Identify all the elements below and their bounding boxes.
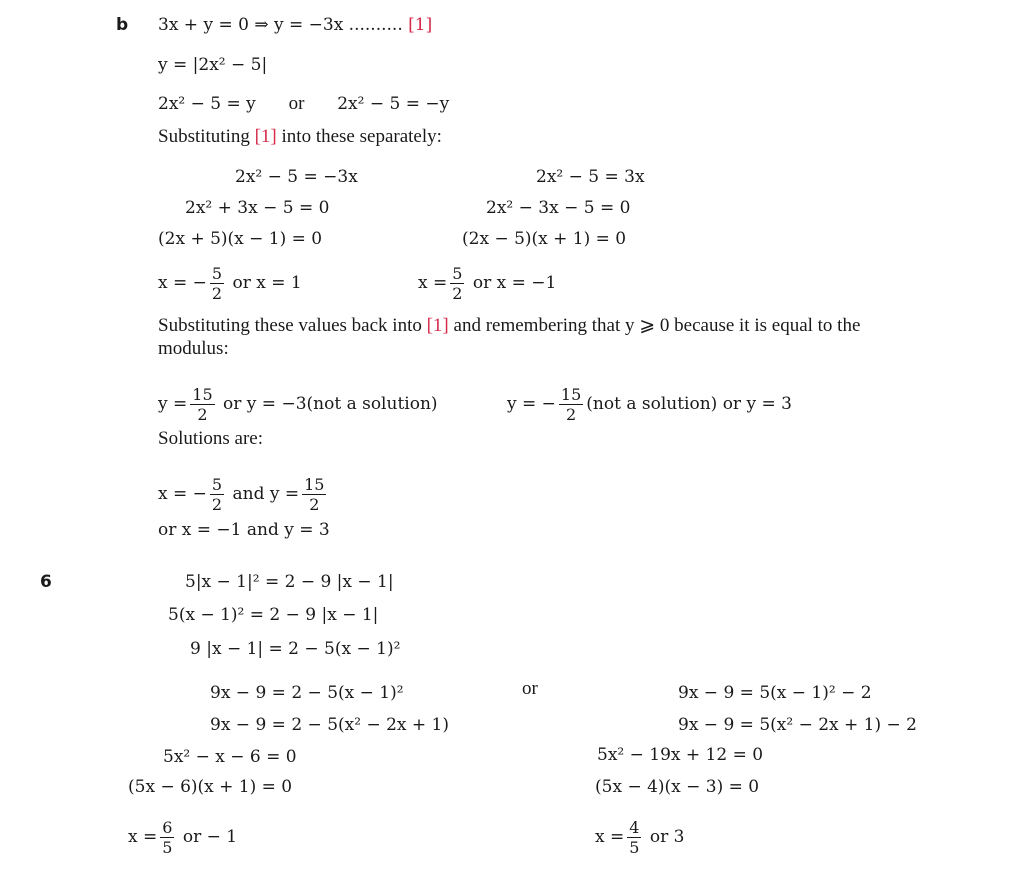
fraction [210,475,224,514]
q6-left-eq-1: 9x − 9 = 2 − 5(x − 1)² [210,683,404,703]
question-label-6: 6 [40,572,52,592]
b-y-values-left [158,385,438,424]
fraction-numerator: 5 [211,475,223,494]
q6-line-1: 5|x − 1|² = 2 − 9 |x − 1| [185,572,394,592]
ref-marker-1: [1] [408,15,433,35]
b-right-eq-2: 2x² − 3x − 5 = 0 [486,198,631,218]
ref-marker-3: [1] [426,315,449,336]
b-left-eq-1: 2x² − 5 = −3x [235,167,358,187]
b-sol1-mid: and y = [232,484,300,504]
b-solutions-label: Solutions are: [158,428,264,449]
q6-right-eq-5-post: or 3 [649,827,685,847]
q6-left-eq-5-pre: x = [128,827,158,847]
b-line-3 [158,93,449,115]
fraction [559,385,583,424]
q6-left-eq-3: 5x² − x − 6 = 0 [163,747,297,767]
q6-left-eq-2: 9x − 9 = 2 − 5(x² − 2x + 1) [210,715,449,735]
fraction-numerator: 15 [560,385,582,404]
q6-right-eq-3: 5x² − 19x + 12 = 0 [597,745,764,765]
q6-left-eq-5-post: or − 1 [182,827,238,847]
b-solution-2: or x = −1 and y = 3 [158,520,330,540]
b-right-eq-1: 2x² − 5 = 3x [536,167,645,187]
b-line-1-eq: 3x + y = 0 ⇒ y = −3x .......... [158,15,403,35]
q6-line-3: 9 |x − 1| = 2 − 5(x − 1)² [190,639,401,659]
b-right-eq-4 [418,264,556,303]
fraction-denominator: 2 [452,284,463,303]
q6-right-eq-4: (5x − 4)(x − 3) = 0 [595,777,760,797]
fraction-numerator: 15 [192,385,213,404]
b-left-eq-2: 2x² + 3x − 5 = 0 [185,198,330,218]
b-right-eq-4-post: or x = −1 [472,273,557,293]
b-subst-pre: Substituting [158,126,250,147]
b-subst-post: into these separately: [281,126,442,147]
b-line-2: y = |2x² − 5| [158,55,268,75]
fraction-denominator: 2 [197,405,208,424]
b-yleft-pre: y = [158,394,188,414]
b-sol1-pre: x = − [158,484,207,504]
b-back-post: and remembering that y ⩾ 0 because it is equal to the [453,315,861,336]
q6-or: or [522,678,538,699]
b-yleft-post: or y = −3(not a solution) [223,394,438,414]
fraction [160,818,174,857]
fraction [210,264,224,303]
b-left-eq-4-pre: x = − [158,273,207,293]
question-label-b: b [116,15,129,35]
fraction-numerator: 5 [452,264,463,283]
fraction-denominator: 2 [565,405,577,424]
b-substituting-line [158,126,442,148]
fraction-numerator: 4 [629,818,640,837]
b-yright-pre: y = − [507,394,556,414]
b-back-substitution-line [158,315,860,337]
q6-left-eq-4: (5x − 6)(x + 1) = 0 [128,777,293,797]
fraction-denominator: 2 [211,284,223,303]
q6-line-2: 5(x − 1)² = 2 − 9 |x − 1| [168,605,379,625]
b-y-values-right [507,385,792,424]
b-line-3-b: 2x² − 5 = −y [337,94,450,114]
ref-marker-2: [1] [254,126,277,147]
b-left-eq-3: (2x + 5)(x − 1) = 0 [158,229,323,249]
fraction-denominator: 2 [211,495,223,514]
fraction-denominator: 2 [309,495,320,514]
b-left-eq-4-post: or x = 1 [232,273,302,293]
b-yright-post: (not a solution) or y = 3 [586,394,792,414]
fraction-denominator: 5 [629,838,640,857]
b-solution-1 [158,475,329,514]
b-line-3-or: or [288,93,305,114]
fraction [450,264,464,303]
b-line-1 [158,14,432,36]
b-line-3-a: 2x² − 5 = y [158,94,256,114]
b-left-eq-4 [158,264,302,303]
q6-right-eq-2: 9x − 9 = 5(x² − 2x + 1) − 2 [678,715,917,735]
fraction-denominator: 5 [162,838,173,857]
fraction [627,818,641,857]
b-back-substitution-line-2: modulus: [158,338,229,359]
fraction [302,475,326,514]
b-right-eq-3: (2x − 5)(x + 1) = 0 [462,229,627,249]
fraction [190,385,214,424]
b-back-pre: Substituting these values back into [158,315,422,336]
fraction-numerator: 5 [211,264,223,283]
q6-right-eq-5-pre: x = [595,827,625,847]
q6-right-eq-1: 9x − 9 = 5(x − 1)² − 2 [678,683,872,703]
q6-left-eq-5 [128,818,237,857]
q6-right-eq-5 [595,818,684,857]
fraction-numerator: 15 [304,475,325,494]
fraction-numerator: 6 [162,818,173,837]
b-right-eq-4-pre: x = [418,273,448,293]
